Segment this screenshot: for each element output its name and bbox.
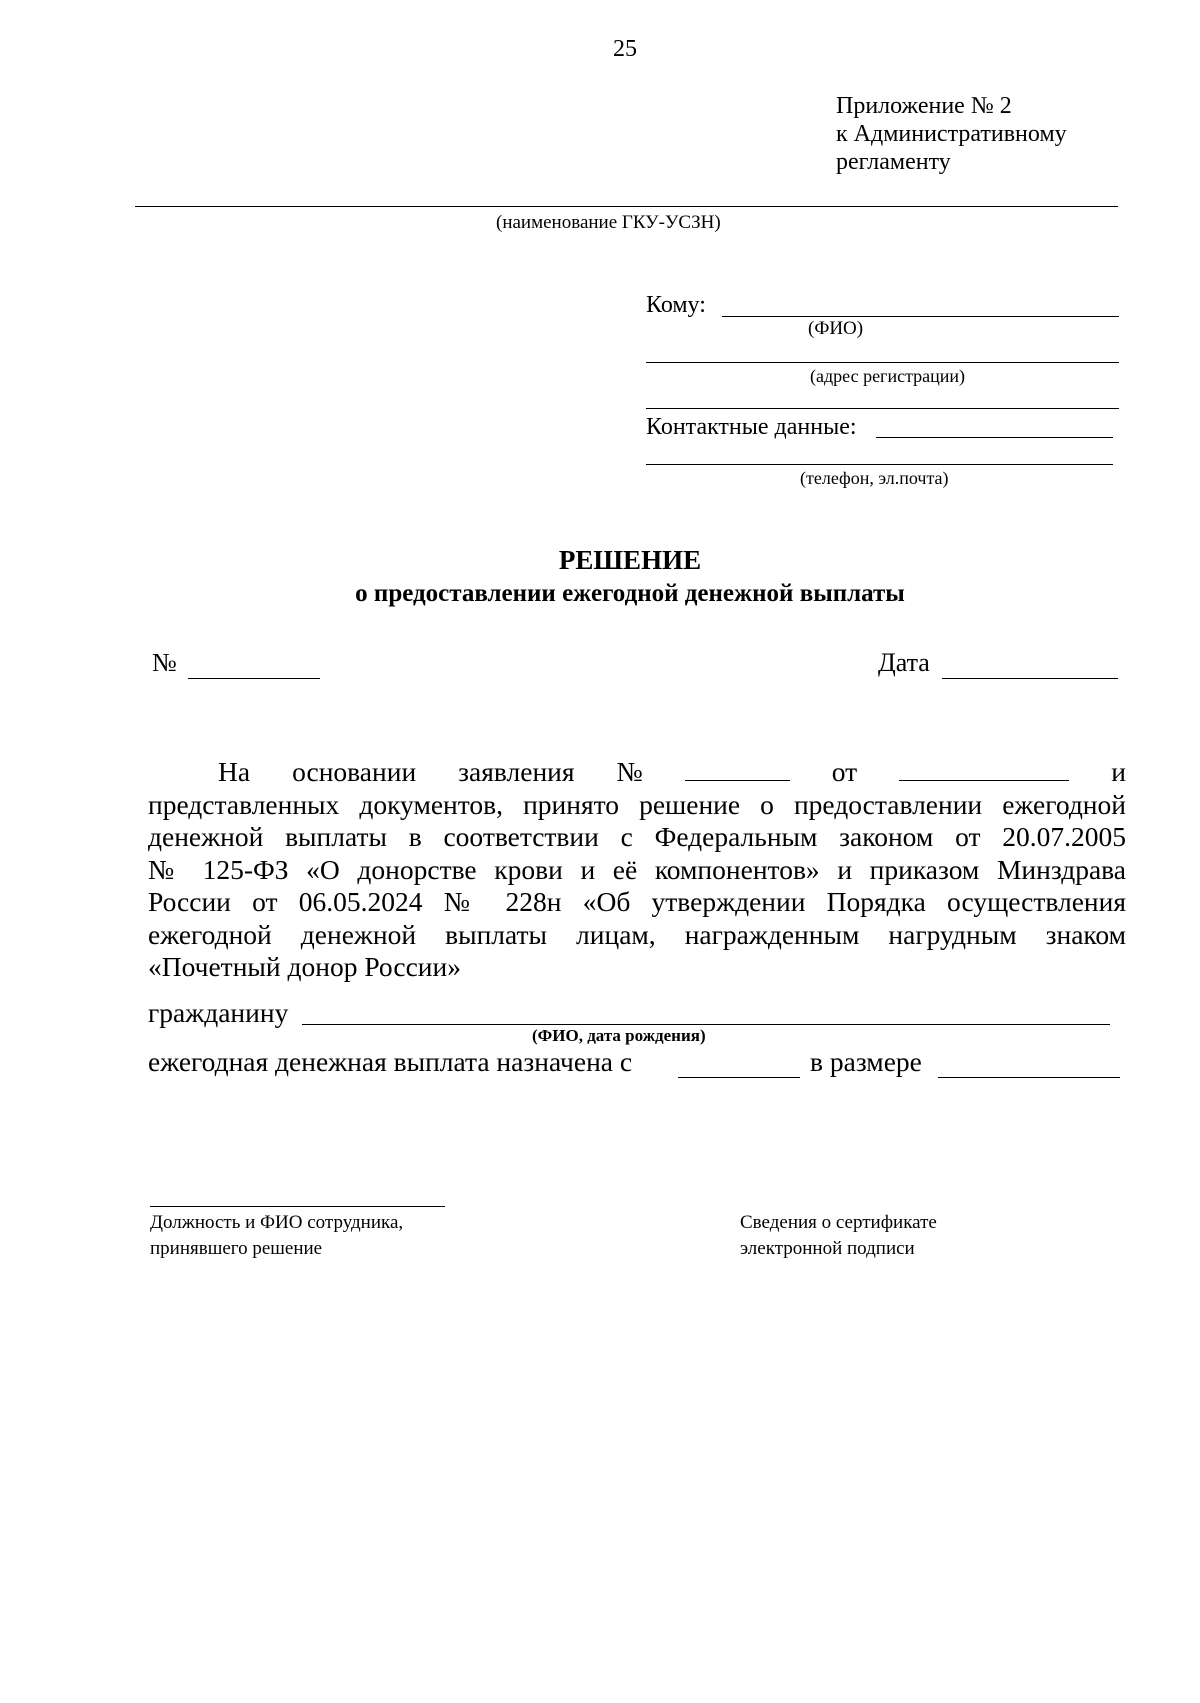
recipient-address-field[interactable] (646, 362, 1119, 363)
appendix-note (836, 92, 1067, 176)
employee-caption-line-1: Должность и ФИО сотрудника, (150, 1212, 404, 1233)
employee-caption (150, 1210, 403, 1262)
employee-signature-field[interactable] (150, 1206, 445, 1207)
body-word: заявления (458, 756, 575, 787)
org-name-field[interactable] (135, 206, 1118, 207)
employee-caption-line-2: принявшего решение (150, 1238, 323, 1259)
body-word: № (616, 756, 643, 787)
recipient-fio-field[interactable] (722, 316, 1119, 317)
amount-label: в размере (810, 1046, 922, 1077)
citizen-fio-field[interactable] (302, 1024, 1110, 1025)
payment-amount-field[interactable] (938, 1077, 1120, 1078)
appendix-line-2: к Административному (836, 121, 1067, 147)
body-line-5: России от 06.05.2024 № 228н «Об утверждении Порядка осуществления (148, 886, 1126, 917)
e-signature-info (740, 1210, 937, 1262)
body-line-7: «Почетный донор России» (148, 951, 461, 982)
body-word: На (218, 756, 251, 787)
payment-start-date-field[interactable] (678, 1077, 800, 1078)
date-label: Дата (878, 648, 930, 677)
page-number: 25 (613, 36, 637, 62)
application-date-field[interactable] (899, 756, 1069, 781)
org-name-caption: (наименование ГКУ-УСЗН) (496, 212, 721, 233)
body-word: и (1111, 756, 1126, 787)
body-line-6: ежегодной денежной выплаты лицам, награжденным нагрудным знаком (148, 918, 1126, 950)
body-word: основании (292, 756, 417, 787)
appendix-line-3: регламенту (836, 149, 951, 175)
decision-number-field[interactable] (188, 678, 320, 679)
address-caption: (адрес регистрации) (810, 366, 966, 386)
application-number-field[interactable] (685, 756, 790, 781)
contacts-label: Контактные данные: (646, 414, 857, 440)
e-signature-line-1: Сведения о сертификате (740, 1212, 937, 1233)
body-word: от (831, 756, 858, 787)
body-line-1 (148, 756, 1126, 789)
citizen-caption: (ФИО, дата рождения) (532, 1026, 706, 1045)
body-line-3: денежной выплаты в соответствии с Федеральным законом от 20.07.2005 (148, 821, 1126, 852)
citizen-label: гражданину (148, 997, 289, 1028)
e-signature-line-2: электронной подписи (740, 1238, 915, 1259)
appendix-line-1: Приложение № 2 (836, 93, 1012, 119)
contacts-caption: (телефон, эл.почта) (800, 468, 949, 488)
contacts-field[interactable] (876, 437, 1113, 438)
assigned-from-label: ежегодная денежная выплата назначена с (148, 1046, 633, 1077)
document-title: РЕШЕНИЕ (558, 545, 702, 575)
document-subtitle: о предоставлении ежегодной денежной выплаты (355, 580, 905, 607)
recipient-address-field-2[interactable] (646, 408, 1119, 409)
number-label: № (152, 648, 177, 677)
decision-body (148, 756, 1126, 984)
decision-date-field[interactable] (942, 678, 1118, 679)
body-line-4: № 125-ФЗ «О донорстве крови и её компонентов» и приказом Минздрава (148, 853, 1126, 885)
to-label: Кому: (646, 292, 706, 318)
body-line-2: представленных документов, принято решение о предоставлении ежегодной (148, 788, 1126, 820)
contacts-field-2[interactable] (646, 464, 1113, 465)
fio-caption: (ФИО) (808, 318, 864, 339)
